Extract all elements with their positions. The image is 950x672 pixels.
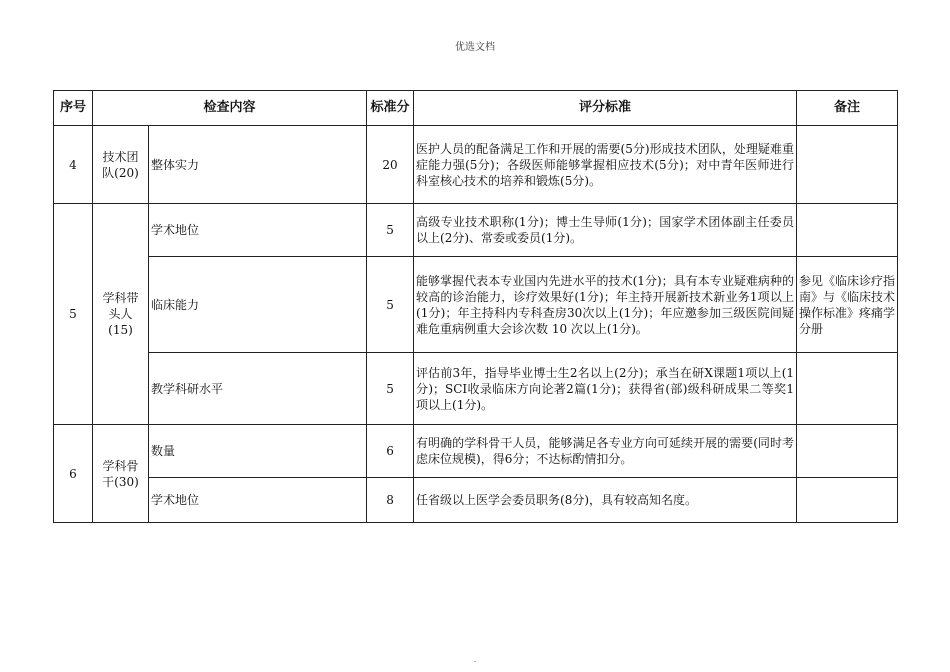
table-row [54,478,898,523]
criteria-cell: 高级专业技术职称(1分)；博士生导师(1分)；国家学术团体副主任委员以上(2分)、常委或委员(1分)。 [414,204,797,257]
category-cell: 学科带头人(15) [93,204,149,425]
criteria-cell: 评估前3年，指导毕业博士生2名以上(2分)；承当在研X课题1项以上(1分)；SCI收录临床方向论著2篇(1分)；获得省(部)级科研成果二等奖1项以上(1分)。 [414,353,797,425]
remark-cell [797,425,898,478]
remark-cell [797,353,898,425]
scoring-table [53,90,898,523]
score-cell: 5 [367,353,414,425]
score-cell: 6 [367,425,414,478]
category-cell: 技术团队(20) [93,126,149,204]
table-row [54,257,898,353]
col-header-score: 标准分 [367,91,414,126]
remark-cell [797,478,898,523]
row-number: 4 [54,126,93,204]
table-header-row [54,91,898,126]
item-cell: 数量 [149,425,367,478]
criteria-cell: 医护人员的配备满足工作和开展的需要(5分)形成技术团队，处理疑难重症能力强(5分)；各级医师能够掌握相应技术(5分)；对中青年医师进行科室核心技术的培养和锻炼(5分)。 [414,126,797,204]
remark-cell [797,126,898,204]
col-header-no: 序号 [54,91,93,126]
score-cell: 5 [367,204,414,257]
item-cell: 学术地位 [149,204,367,257]
criteria-cell: 有明确的学科骨干人员，能够满足各专业方向可延续开展的需要(同时考虑床位规模)，得6分；不达标酌情扣分。 [414,425,797,478]
table-row [54,126,898,204]
category-cell: 学科骨干(30) [93,425,149,523]
remark-cell [797,204,898,257]
item-cell: 教学科研水平 [149,353,367,425]
col-header-remark: 备注 [797,91,898,126]
page-footer: . [473,655,477,664]
score-cell: 5 [367,257,414,353]
score-cell: 20 [367,126,414,204]
table-row [54,204,898,257]
row-number: 6 [54,425,93,523]
row-number: 5 [54,204,93,425]
remark-cell: 参见《临床诊疗指南》与《临床技术操作标准》疼痛学分册 [797,257,898,353]
score-cell: 8 [367,478,414,523]
page-header: 优选文档 [455,42,495,53]
item-cell: 临床能力 [149,257,367,353]
criteria-cell: 能够掌握代表本专业国内先进水平的技术(1分)；具有本专业疑难病种的较高的诊治能力，诊疗效果好(1分)；年主持开展新技术新业务1项以上(1分)；年主持科内专科查房30次以上(1分)；年应邀参加三级医院间疑难危重病例重大会诊次数 10 次以上(1分)。 [414,257,797,353]
criteria-cell: 任省级以上医学会委员职务(8分)，具有较高知名度。 [414,478,797,523]
table-row [54,353,898,425]
item-cell: 整体实力 [149,126,367,204]
col-header-content: 检查内容 [93,91,367,126]
table-row [54,425,898,478]
item-cell: 学术地位 [149,478,367,523]
col-header-criteria: 评分标准 [414,91,797,126]
